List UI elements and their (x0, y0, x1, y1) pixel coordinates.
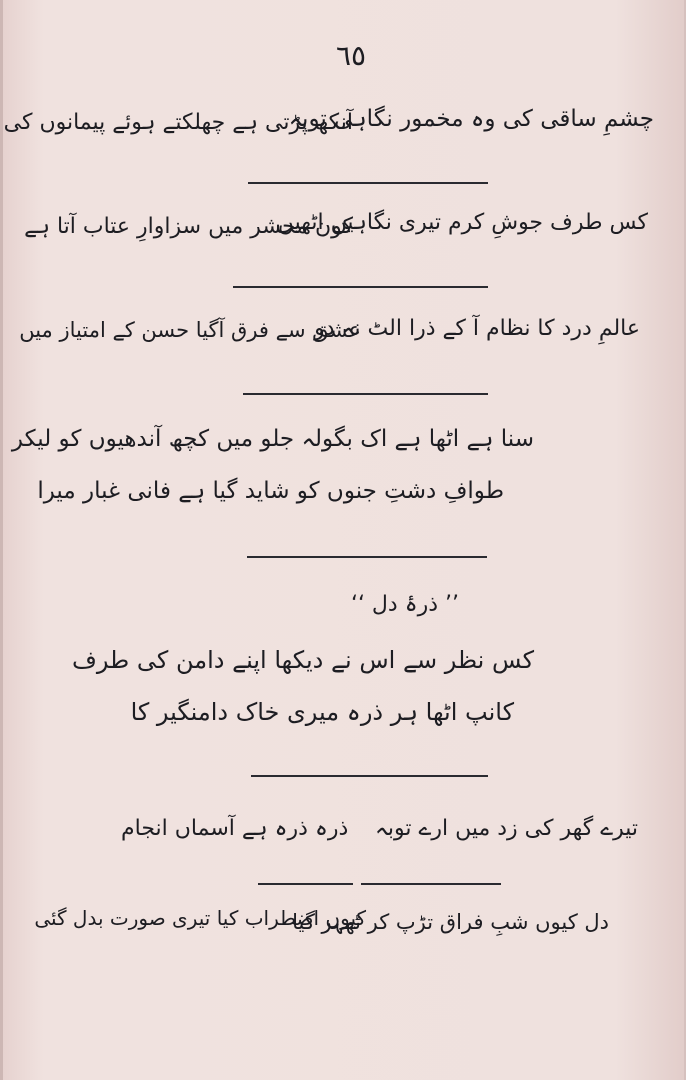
verse-2-first-hemistich: کس طرف جوشِ کرم تیری نگاہیں اٹھیں (277, 210, 648, 235)
divider-3 (243, 393, 488, 395)
section-heading: ’’ ذرۂ دل ‘‘ (350, 592, 459, 617)
verse-1-second-hemistich: آنکھ پڑتی ہے چھلکتے ہوئے پیمانوں کی (3, 110, 353, 135)
verse-1-first-hemistich: چشمِ ساقی کی وہ مخمور نگاہی توبہ (288, 106, 654, 132)
divider-6a (258, 883, 353, 885)
stanza-line-1: سنا ہے اٹھا ہے اک بگولہ جلو میں کچھ آندھیوں کو لیکر (11, 426, 534, 452)
divider-4 (247, 556, 487, 558)
divider-5 (251, 775, 488, 777)
divider-1 (248, 182, 488, 184)
verse-4-first-hemistich: تیرے گھر کی زد میں ارے توبہ (374, 816, 638, 841)
couplet-line-2: کانپ اٹھا ہر ذرہ میری خاک دامنگیر کا (130, 698, 514, 726)
verse-5-first-hemistich: دل کیوں شبِ فراق تڑپ کر ٹھہر گیا (292, 910, 609, 934)
verse-5-second-hemistich: کیوں اضطراب کیا تیری صورت بدل گئی (34, 906, 366, 930)
divider-6b (361, 883, 501, 885)
couplet-line-1: کس نظر سے اس نے دیکھا اپنے دامن کی طرف (72, 646, 534, 674)
verse-3-first-hemistich: عالمِ درد کا نظام آ کے ذرا الٹ نہ دو (314, 316, 640, 341)
divider-2 (233, 286, 488, 288)
page-number: ٦٥ (335, 39, 367, 72)
verse-2-second-hemistich: کون محشر میں سزاوارِ عتاب آتا ہے (24, 214, 353, 239)
verse-3-second-hemistich: عشق سے فرق آگیا حسن کے امتیاز میں (19, 318, 361, 342)
stanza-line-2: طوافِ دشتِ جنوں کو شاید گیا ہے فانی غبار میرا (37, 478, 504, 504)
verse-4-second-hemistich: ذرہ ذرہ ہے آسماں انجام (121, 816, 349, 841)
